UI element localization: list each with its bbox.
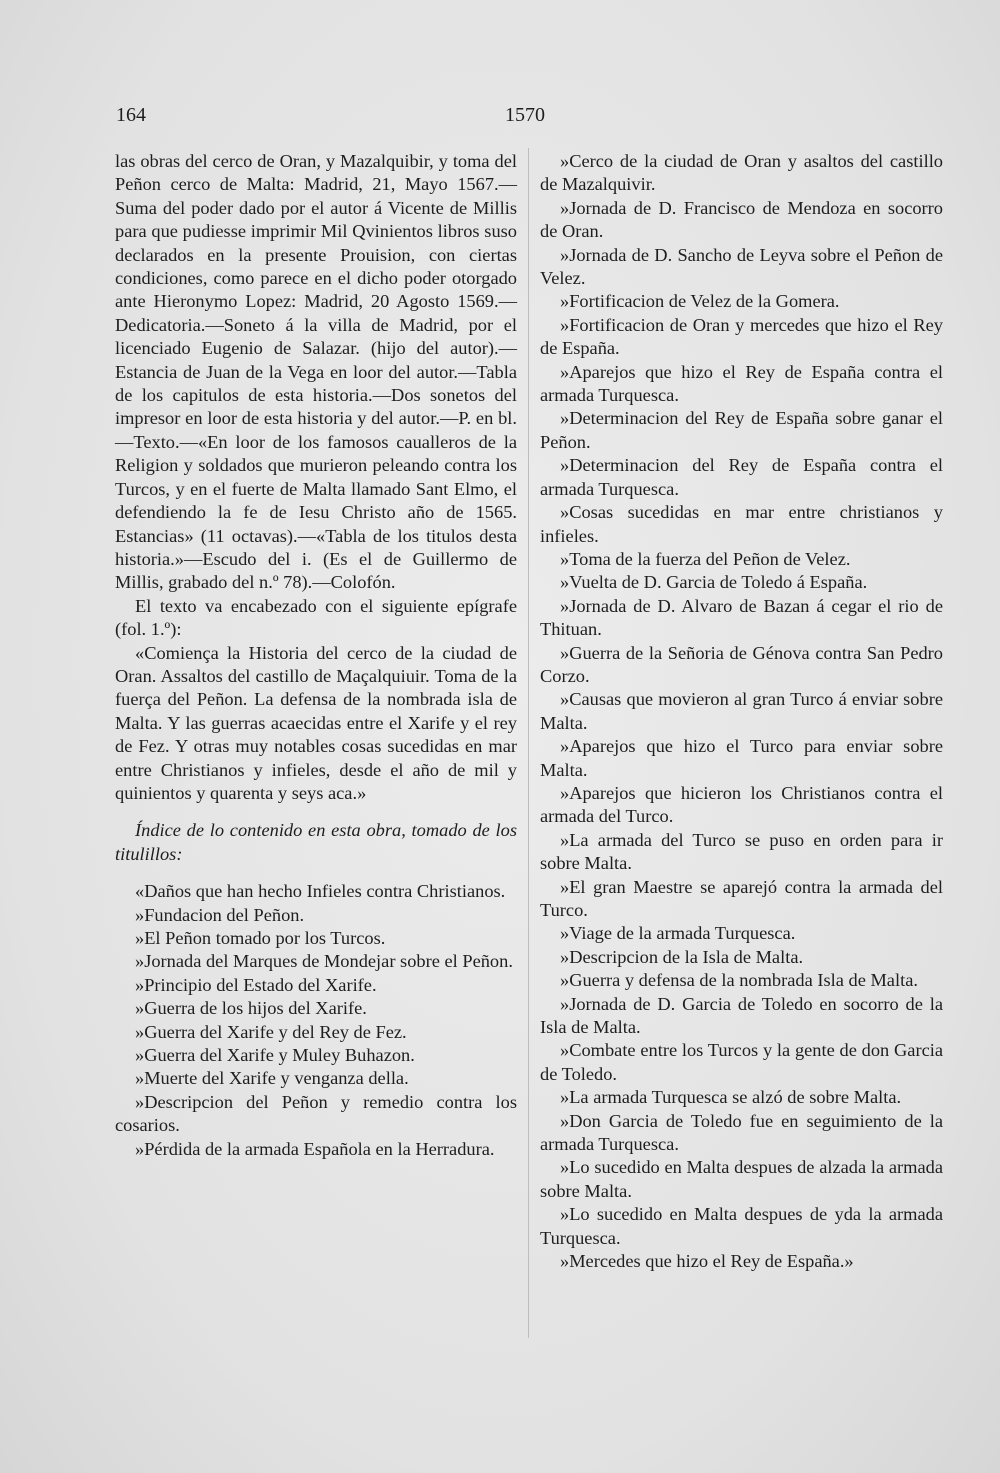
epigraph-quote: «Comiença la Historia del cerco de la ciudad de Oran. Assaltos del castillo de Maçalquiuir. Toma de la fuerça del Peñon. La defensa de la nombrada isla de Malta. Y las guerras acaecidas entre el Xarife y el rey de Fez. Y otras muy notables cosas sucedidas en mar entre Christianos y infieles, desde el año de mil y quinientos y quarenta y seys aca.» xyxy=(115,642,517,803)
index-item: »Fortificacion de Oran y mercedes que hizo el Rey de España. xyxy=(540,314,943,359)
index-item: »Lo sucedido en Malta despues de yda la armada Turquesca. xyxy=(540,1204,943,1248)
index-item: »Vuelta de D. Garcia de Toledo á España. xyxy=(560,572,868,593)
page-header xyxy=(0,104,1000,134)
index-item: »Guerra de los hijos del Xarife. xyxy=(135,998,367,1019)
index-item: »Combate entre los Turcos y la gente de don Garcia de Toledo. xyxy=(540,1040,943,1084)
index-item: »Cerco de la ciudad de Oran y asaltos del castillo de Mazalquivir. xyxy=(540,151,943,195)
index-item: »Toma de la fuerza del Peñon de Velez. xyxy=(560,548,851,569)
index-item: »Viage de la armada Turquesca. xyxy=(560,923,796,944)
index-item: »Jornada de D. Garcia de Toledo en socorro de la Isla de Malta. xyxy=(540,993,943,1038)
index-item: »Descripcion del Peñon y remedio contra los cosarios. xyxy=(115,1091,517,1136)
bibliographic-description: las obras del cerco de Oran, y Mazalquibir, y toma del Peñon cerco de Malta: Madrid, 21, Mayo 1567.—Suma del poder dado por el autor á Vicente de Millis para que pudiesse imprimir Mil Qvinientos libros suso declarados en la presente Prouision, con ciertas condiciones, como parece en el dicho poder otorgado ante Hieronymo Lopez: Madrid, 20 Agosto 1569.—Dedicatoria.—Soneto á la villa de Madrid, por el licenciado Eugenio de Salazar. (hijo del autor).—Estancia de Juan de la Vega en loor del autor.—Tabla de los capitulos de esta historia.—Dos sonetos del impresor en loor de esta historia y del autor.—P. en bl.—Texto.—«En loor de los famosos caualleros de la Religion y soldados que murieron peleando contra los Turcos, y en el fuerte de Malta llamado Sant Elmo, el defendiendo la fe de Iesu Christo año de 1565. Estancias» (11 octavas).—«Tabla de los titulos desta historia.»—Escudo del i. (Es el de Guillermo de Millis, grabado del n.º 78).—Colofón. xyxy=(115,151,517,593)
index-item: »Determinacion del Rey de España contra el armada Turquesca. xyxy=(540,455,943,499)
index-item: »La armada del Turco se puso en orden para ir sobre Malta. xyxy=(540,829,943,874)
index-item: »Descripcion de la Isla de Malta. xyxy=(560,946,804,967)
index-list-left xyxy=(115,880,517,1161)
index-item: »Jornada de D. Francisco de Mendoza en socorro de Oran. xyxy=(540,197,943,242)
index-item: »Fortificacion de Velez de la Gomera. xyxy=(560,291,840,312)
index-item: »Don Garcia de Toledo fue en seguimiento de la armada Turquesca. xyxy=(540,1110,943,1155)
index-item: »Mercedes que hizo el Rey de España.» xyxy=(560,1251,854,1272)
right-column xyxy=(540,150,943,1274)
index-item: »Jornada de D. Sancho de Leyva sobre el Peñon de Velez. xyxy=(540,244,943,289)
index-item: »Lo sucedido en Malta despues de alzada la armada sobre Malta. xyxy=(540,1157,943,1201)
index-item: »Determinacion del Rey de España sobre ganar el Peñon. xyxy=(540,408,943,452)
index-item: »Aparejos que hizo el Turco para enviar sobre Malta. xyxy=(540,736,943,780)
index-item: »Principio del Estado del Xarife. xyxy=(135,974,377,995)
index-item: »Guerra y defensa de la nombrada Isla de Malta. xyxy=(560,970,918,991)
index-item: »Cosas sucedidas en mar entre christianos y infieles. xyxy=(540,502,943,546)
index-item: »Causas que movieron al gran Turco á enviar sobre Malta. xyxy=(540,689,943,733)
left-column xyxy=(115,150,517,1161)
index-item: »El gran Maestre se aparejó contra la armada del Turco. xyxy=(540,876,943,920)
index-item: »Jornada del Marques de Mondejar sobre el Peñon. xyxy=(135,951,513,972)
index-item: »Muerte del Xarife y venganza della. xyxy=(135,1068,409,1089)
index-item: »Aparejos que hicieron los Christianos contra el armada del Turco. xyxy=(540,782,943,827)
page-number: 164 xyxy=(116,104,146,126)
index-item: »Jornada de D. Alvaro de Bazan á cegar el rio de Thituan. xyxy=(540,595,943,640)
index-item: »Pérdida de la armada Española en la Herradura. xyxy=(135,1138,495,1159)
index-item: «Daños que han hecho Infieles contra Christianos. xyxy=(135,881,506,902)
index-heading: Índice de lo contenido en esta obra, tomado de los titulillos: xyxy=(115,820,517,864)
index-item: »Guerra del Xarife y Muley Buhazon. xyxy=(135,1045,415,1066)
column-divider xyxy=(528,148,529,1338)
index-item: »Guerra de la Señoria de Génova contra San Pedro Corzo. xyxy=(540,642,943,686)
index-item: »La armada Turquesca se alzó de sobre Malta. xyxy=(560,1087,902,1108)
index-item: »El Peñon tomado por los Turcos. xyxy=(135,928,386,948)
running-head-year: 1570 xyxy=(505,104,545,126)
index-item: »Fundacion del Peñon. xyxy=(135,904,305,925)
index-item: »Guerra del Xarife y del Rey de Fez. xyxy=(135,1021,407,1042)
epigraph-intro: El texto va encabezado con el siguiente epígrafe (fol. 1.º): xyxy=(115,595,517,640)
index-item: »Aparejos que hizo el Rey de España contra el armada Turquesca. xyxy=(540,361,943,406)
